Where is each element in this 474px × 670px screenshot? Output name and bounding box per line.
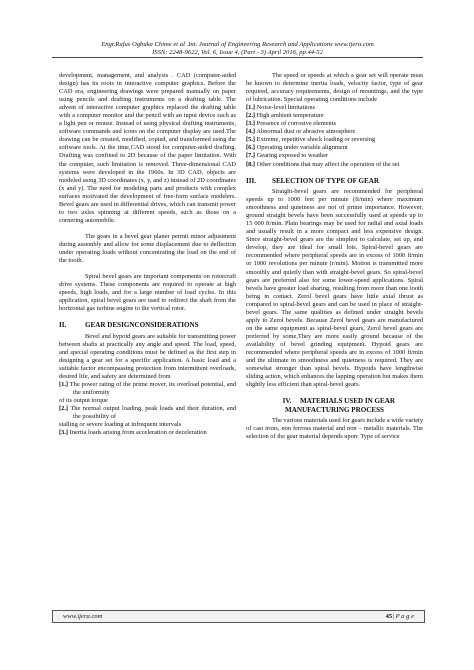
list-item — [246, 104, 423, 112]
list-item-number: [1.] — [246, 104, 256, 112]
list-item-number: [2.] — [59, 405, 69, 413]
list-item — [246, 128, 423, 136]
list-item — [59, 429, 236, 437]
list-item-number: [7.] — [246, 152, 256, 160]
paragraph-operating-speeds: The speed or speeds at which a gear set will operate must be known to determine inertia loads, velocity factor, type of gear required, accuracy requirements, design of mountings, and the type of lubrication. Special operating conditions include — [246, 72, 423, 104]
list-item-text: Abnormal dust or abrasive atmosphere — [256, 128, 356, 136]
list-item-continuation: of its output torque — [59, 397, 108, 405]
page-number: 45 — [385, 613, 393, 620]
list-item-number: [6.] — [246, 144, 256, 152]
operating-conditions-list — [246, 104, 423, 168]
list-item-number: [3.] — [246, 120, 256, 128]
page-footer — [52, 610, 425, 623]
section-title: MATERIALS USED IN GEAR MANUFACTURING PROCESS — [285, 397, 396, 414]
paragraph-gear-design: Bevel and hypoid gears are suitable for transmitting power between shafts at practically any angle and speed. The load, speed, and special operating conditions must be defined as the first step in designing a gear set for a specific application. A basic load and a suitable factor encompassing protection from intermittent overloads, desired life, and safety are determined from — [59, 332, 236, 381]
footer-page — [386, 611, 414, 622]
list-item-number: [2.] — [246, 112, 256, 120]
list-item-text: High ambient temperature — [256, 112, 324, 120]
list-item — [246, 152, 423, 160]
section-title: GEAR DESIGNCONSIDERATIONS — [85, 321, 199, 330]
list-item-number: [8.] — [246, 160, 256, 168]
section-heading-selection — [246, 177, 423, 186]
paragraph-materials: The various materials used for gears include a wide variety of cast irons, non ferrous material and non – metallic materials. The selection of the gear material depends upon: Type of service — [246, 417, 424, 441]
section-title: SELECTION OF TYPE OF GEAR — [272, 176, 379, 185]
list-item — [246, 120, 423, 128]
list-item-text: Noise-level limitations — [256, 104, 316, 112]
list-item — [246, 112, 423, 120]
section-heading-gear-design — [59, 321, 236, 330]
list-item-text: Operating under variable alignment — [256, 144, 348, 152]
section-number: IV. — [282, 397, 292, 406]
list-item-text: Extreme, repetitive shock loading or reversing — [256, 136, 376, 144]
section-heading-materials — [246, 397, 423, 414]
paragraph-bevel-planer: The gears in a bevel gear planer permit minor adjustment during assembly and allow for some displacement due to deflection under operating loads without concentrating the load on the end of the tooth. — [59, 232, 236, 265]
page-label: | P a g e — [392, 613, 414, 620]
left-column — [59, 72, 236, 437]
list-item-number: [5.] — [246, 136, 256, 144]
list-item-text: Other conditions that may affect the operation of the set — [256, 160, 400, 168]
list-item — [246, 136, 423, 144]
list-item-number: [4.] — [246, 128, 256, 136]
footer-url: www.ijera.com — [63, 613, 103, 620]
right-column — [246, 72, 423, 441]
running-header-issn: ISSN: 2248-9622, Vol. 6, Issue 4, (Part - 3) April 2016, pp.44-52 — [152, 49, 323, 56]
list-item-text: Gearing exposed to weather — [256, 152, 329, 160]
paragraph-spiral-bevel: Spiral bevel gears are important components on rotorcraft drive systems. These components are required to operate at high speeds, high loads, and for a large number of load cycles. In this application, spiral bevel gears are used to redirect the shaft from the horizontal gas turbine engine to the vertical rotor. — [59, 273, 236, 313]
list-item — [246, 144, 423, 152]
list-item-text: Presence of corrosive elements — [256, 120, 336, 128]
paragraph-gear-types: Straight-bevel gears are recommended for peripheral speeds up to 1000 feet per minute (ft/min) where maximum smoothness and quietness are not of prime importance. However, ground straight bevels have been successfully used at speeds up to 15 000 ft/min. Plain bearings may be used for radial and axial loads and usually result in a more compact and less expensive design. Since straight-bevel gears are the simplest to calculate, set up, and develop, they are ideal for small lots. Spiral-bevel gears are recommended where peripheral speeds are in excess of 1000 ft/min or 1000 revolutions per minute (r/min). Motion is transmitted more smoothly and quietly than with straight-bevel gears. So spiral-bevel gears are preferred also for some lower-speed applications. Spiral bevels have greater load sharing, resulting from more than one tooth being in contact. Zerol bevel gears have little axial thrust as compared to spiral-bevel gears and can be used in place of straight-bevel gears. The same qualities as defined under straight bevels apply to Zerol bevels. Because Zerol bevel gears are manufactured on the same equipment as spiral-bevel gears, Zerol bevel gears are preferred by some,They are more easily ground because of the availability of bevel grinding equipment. Hypoid gears are recommended where peripheral speeds are in excess of 1000 ft/min and the ultimate in smoothness and quietness is required. They are somewhat stronger than spiral bevels. Hypoids have lengthwise sliding action, which enhances the lapping operation but makes them slightly less efficient than spiral-bevel gears. — [246, 188, 423, 389]
list-item — [59, 405, 236, 421]
list-item-continuation: stalling or severe loading at infrequent intervals — [59, 421, 182, 429]
section-number: III. — [246, 176, 257, 185]
list-item-text: Inertia loads arising from acceleration or deceleration — [69, 429, 207, 437]
list-item-text: The power rating of the prime mover, its overload potential, and the uniformity — [69, 381, 236, 397]
list-item-number: [1.] — [59, 381, 69, 389]
paragraph-cad-history: development, management, and analysis . CAD (computer-aided design) has its roots in interactive computer graphics. Before the CAD era, engineering drawings were prepared manually on paper using pencils and drafting instruments on a drafting table. The advent of interactive computer graphics replaced the drafting table with a computer monitor and the pencil with an input device such as a light pen or mouse. Instead of using physical drafting instruments, software commands and icons on the computer display are used.The drawing can be created, modified, copied, and transformed using the software tools. At the time,CAD stood for computer-aided drafting. Drafting was confined to 2D because of the paper limitation. With the computer, such limitation is removed. Three-dimensional CAD systems were developed in the 1960s. In 3D CAD, objects are modeled using 3D coordinates (x, y, and z) instead of 2D coordinates (x and y). The need for modeling parts and products with complex surfaces motivated the development of free-form surface modelers. Bevel gears are used in differential drives, which can transmit power to two axles spinning at different speeds, such as those on a cornering automobile. — [59, 72, 236, 224]
list-item-text: The normal output loading, peak loads and their duration, and the possibility of — [70, 405, 236, 421]
section-number: II. — [59, 321, 67, 330]
header-rule — [52, 57, 423, 58]
list-item — [246, 161, 423, 169]
list-item-number: [3.] — [59, 429, 69, 437]
list-item — [59, 381, 236, 397]
running-header-citation: Engr.Rufus Ogbuka Chime et al .Int. Journal of Engineering Research and Applications www.ijera.com — [101, 41, 374, 48]
